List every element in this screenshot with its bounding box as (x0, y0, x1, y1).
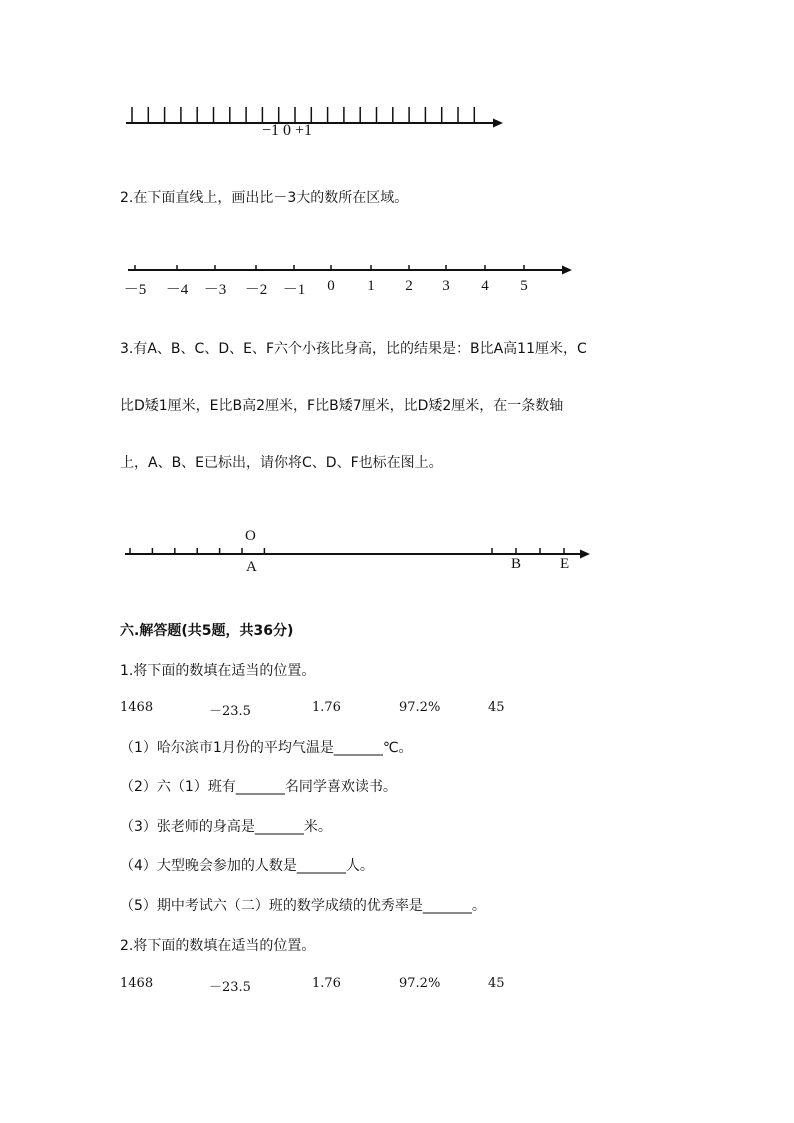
problem-1-item-4: （4）大型晚会参加的人数是_______人。 (120, 858, 374, 874)
tick-label: －3 (203, 282, 227, 298)
problem-1-item-2: （2）六（1）班有_______名同学喜欢读书。 (120, 779, 397, 795)
problem-2-title: 2.将下面的数填在适当的位置。 (120, 938, 316, 954)
tick-label: 2 (405, 278, 413, 294)
number-item: 1468 (120, 700, 154, 715)
number-line-3-origin-label: O (245, 528, 256, 544)
number-item: －23.5 (209, 980, 251, 995)
number-item: 1468 (120, 976, 154, 991)
problem-2-numbers (0, 976, 794, 996)
tick-label: －5 (123, 282, 147, 298)
number-line-3-label-b: B (511, 556, 522, 572)
tick-label: －4 (165, 282, 189, 298)
number-line-2 (120, 258, 580, 282)
number-item: 1.76 (312, 976, 341, 991)
question-3-line-3: 上，A、B、E已标出，请你将C、D、F也标在图上。 (120, 455, 443, 471)
number-line-3 (120, 540, 600, 564)
problem-1-item-1: （1）哈尔滨市1月份的平均气温是_______℃。 (120, 740, 413, 756)
question-3-line-2: 比D矮1厘米，E比B高2厘米，F比B矮7厘米，比D矮2厘米，在一条数轴 (120, 398, 564, 414)
tick-label: 5 (520, 278, 528, 294)
problem-1-title: 1.将下面的数填在适当的位置。 (120, 663, 316, 679)
number-item: 1.76 (312, 700, 341, 715)
tick-label: 4 (481, 278, 489, 294)
problem-1-numbers (0, 700, 794, 720)
tick-label: 1 (367, 278, 375, 294)
tick-label: 0 (327, 278, 335, 294)
number-item: －23.5 (209, 704, 251, 719)
number-item: 97.2% (399, 700, 441, 715)
tick-label: 3 (442, 278, 450, 294)
number-item: 45 (488, 700, 505, 715)
question-3-line-1: 3.有A、B、C、D、E、F六个小孩比身高，比的结果是：B比A高11厘米，C (120, 341, 587, 357)
problem-1-item-3: （3）张老师的身高是_______米。 (120, 819, 332, 835)
number-line-3-label-e: E (560, 556, 570, 572)
problem-1-item-5: （5）期中考试六（二）班的数学成绩的优秀率是_______。 (120, 898, 486, 914)
number-line-1-label: −1 0 +1 (262, 122, 313, 139)
section-6-title: 六.解答题(共5题，共36分) (120, 623, 294, 639)
number-item: 45 (488, 976, 505, 991)
question-2-text: 2.在下面直线上，画出比－3大的数所在区域。 (120, 190, 409, 206)
tick-label: －2 (244, 282, 268, 298)
number-item: 97.2% (399, 976, 441, 991)
tick-label: －1 (282, 282, 306, 298)
number-line-3-label-a: A (246, 559, 257, 575)
number-line-1 (120, 100, 510, 140)
